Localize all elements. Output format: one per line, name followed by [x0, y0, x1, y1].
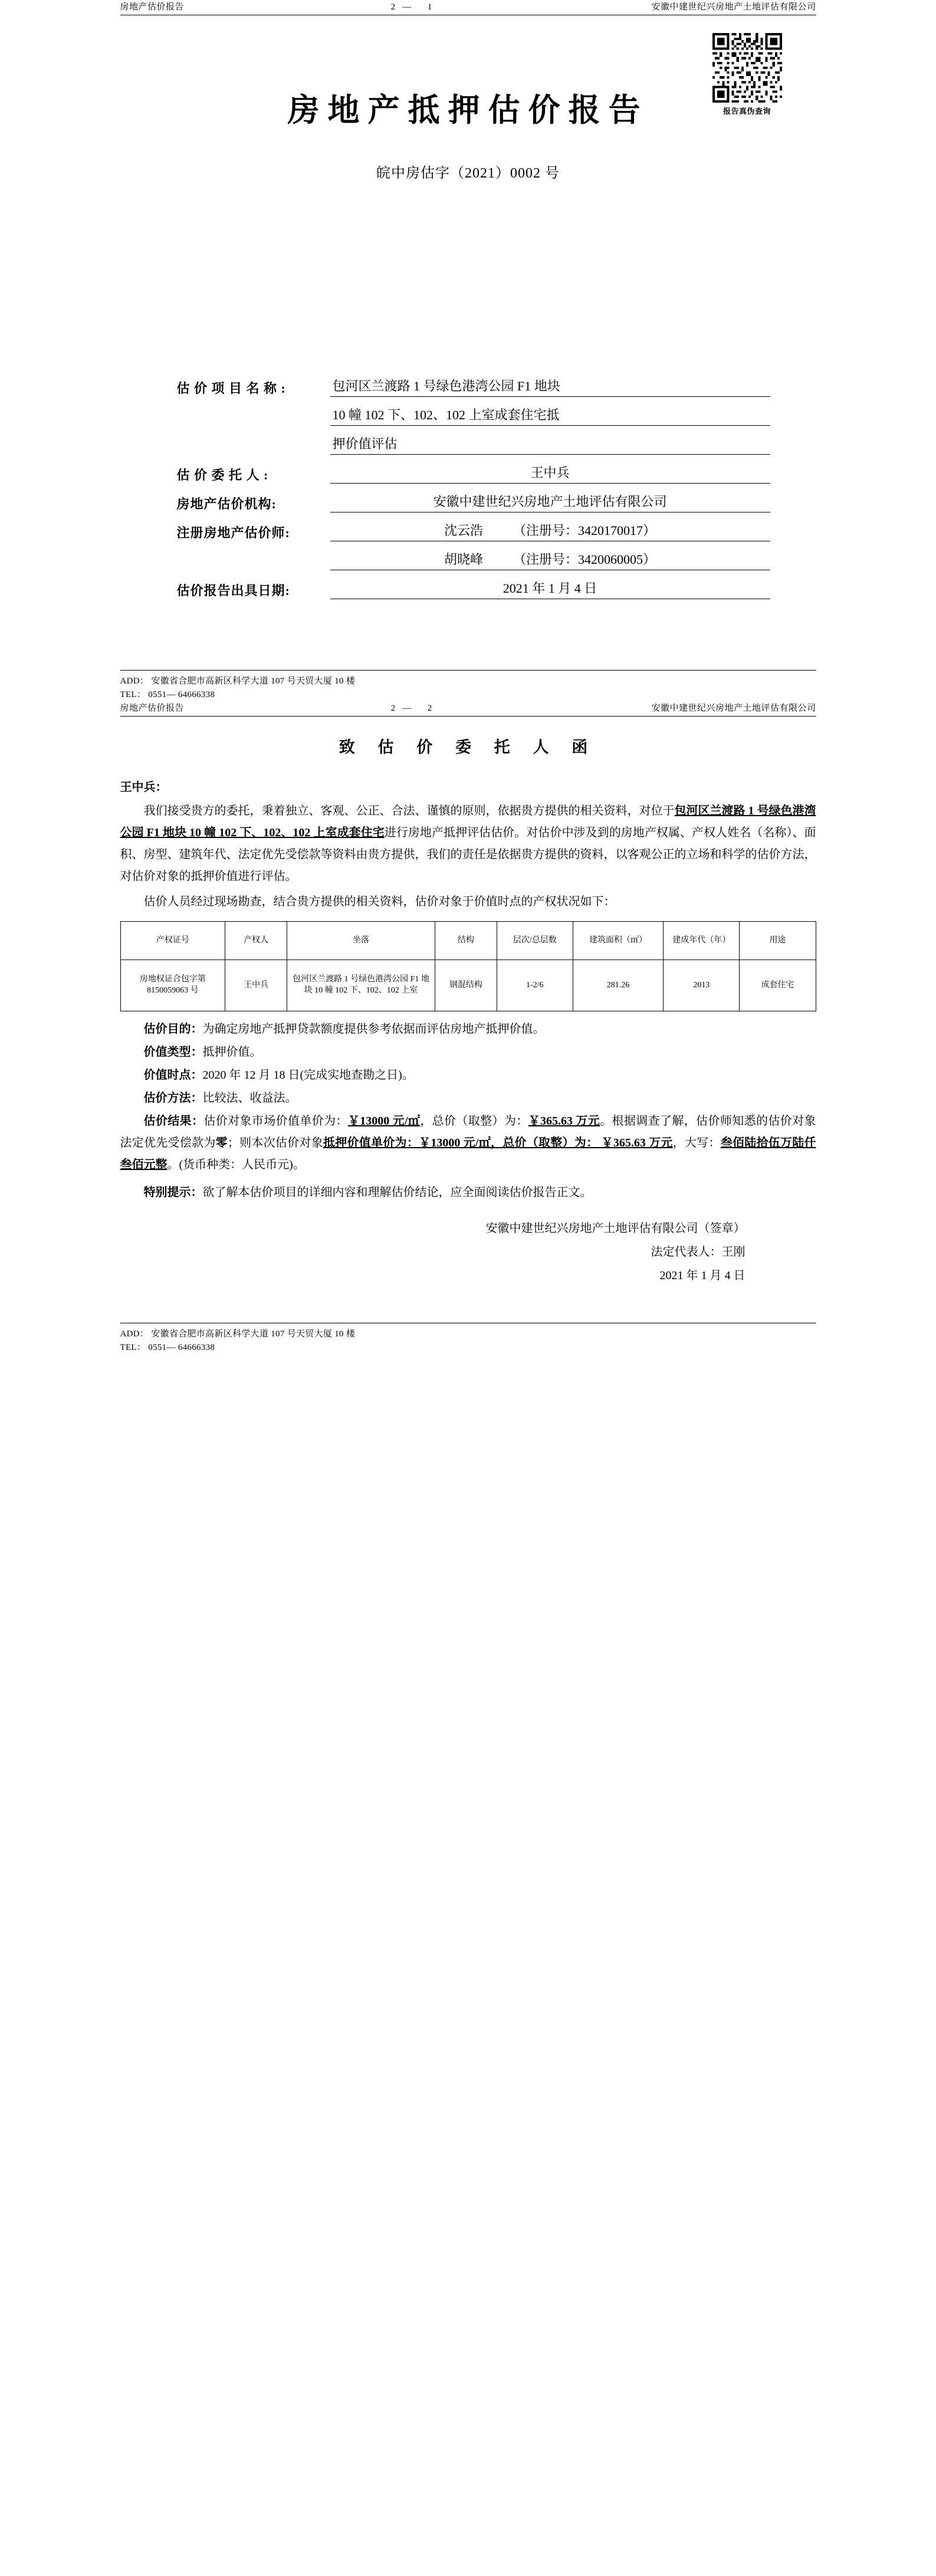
- letter-paragraph-1: [120, 800, 816, 888]
- field-client-label: 估 价 委 托 人 :: [176, 468, 269, 482]
- field-client-value: 王中兵: [330, 463, 770, 484]
- running-head-page-number: 1: [427, 2, 439, 12]
- result-mortgage-unit-price: 抵押价值单价为：￥13000 元/㎡: [323, 1136, 491, 1149]
- result-capital-amount: 叁佰陆拾伍万陆仟叁佰元整: [120, 1136, 816, 1171]
- th-owner: 产权人: [225, 922, 287, 960]
- field-appraiser-2-value: [330, 550, 770, 570]
- running-head-page: [297, 2, 533, 12]
- item-value-date-key: 价值时点：: [143, 1069, 203, 1082]
- item-notice: [120, 1182, 816, 1204]
- field-client: [177, 463, 770, 484]
- bottom-spacer: [120, 1354, 816, 1378]
- letter-p1-part-c: 进行房地产抵押评估估价。对估价中涉及到的房地产权属、产权人姓名（名称）、面积、房型、建筑年代、法定优先受偿款等资料由贵方提供，我们的责任是依据贵方提供的资料，以客观公正的立场和科学的估价方法，对估价对象的抵押价值进行评估。: [120, 826, 816, 883]
- letter-footer: [120, 1323, 816, 1354]
- appraiser-1-regno: （注册号：3420170017）: [513, 523, 656, 538]
- signature-date: 2021 年 1 月 4 日: [659, 1269, 745, 1282]
- letter-title: 致 估 价 委 托 人 函: [339, 738, 597, 756]
- appraiser-2-regno: （注册号：3420060005）: [513, 552, 656, 567]
- field-indent-spacer-2: [177, 434, 330, 455]
- qr-block: [709, 33, 786, 116]
- letter-salutation: 王中兵：: [120, 781, 168, 794]
- letter-running-head-page: [297, 704, 533, 714]
- result-part-g: ，大写：: [672, 1136, 721, 1149]
- td-location: 包河区兰渡路 1 号绿色港湾公园 F1 地块 10 幢 102 下、102、102 上室: [287, 960, 435, 1011]
- field-project-name-value-3: 押价值评估: [330, 434, 770, 455]
- field-appraiser-label: 注册房地产估价师:: [176, 525, 290, 540]
- letter-running-head-right: 安徽中建世纪兴房地产土地评估有限公司: [651, 704, 816, 713]
- signature-legal-rep: 法定代表人：王刚: [651, 1246, 745, 1259]
- page-title: 房地产抵押估价报告: [287, 93, 649, 128]
- result-part-c: 。根据调查了解，估价师知悉的估价对象法定优先受偿款为: [120, 1115, 816, 1149]
- running-head-page-prefix: 2—: [390, 2, 419, 12]
- th-year: 建成年代（年）: [664, 922, 740, 960]
- field-project-name-label: 估 价 项 目 名 称 :: [176, 381, 286, 396]
- field-appraiser-1: [177, 521, 770, 541]
- item-result: [120, 1110, 816, 1176]
- result-part-b: ，总价（取整）为：: [420, 1115, 528, 1128]
- appraiser-2-name: 胡晓峰: [444, 552, 483, 567]
- td-usage: 成套住宅: [740, 960, 816, 1011]
- field-agency: [177, 492, 770, 512]
- result-part-d: ；则本次估价对象: [227, 1136, 323, 1149]
- td-owner: 王中兵: [225, 960, 287, 1011]
- cover-footer-address: ADD： 安徽省合肥市高新区科学大道 107 号天贸大厦 10 楼: [120, 676, 356, 686]
- cover-footer: [120, 670, 816, 701]
- result-prior-claim: 零: [215, 1136, 228, 1149]
- field-issue-date: [177, 579, 770, 599]
- property-table: [120, 921, 816, 1011]
- td-year: 2013: [664, 960, 740, 1011]
- letter-page: [0, 701, 936, 1378]
- th-area: 建筑面积（㎡）: [573, 922, 663, 960]
- item-result-key: 估价结果：: [143, 1115, 204, 1128]
- field-project-name-line3: [177, 434, 770, 455]
- letter-running-head-page-prefix: 2—: [390, 704, 419, 713]
- td-floor: 1-2/6: [497, 960, 573, 1011]
- result-total-price: ￥365.63 万元: [528, 1115, 600, 1128]
- running-head-right: 安徽中建世纪兴房地产土地评估有限公司: [651, 2, 816, 12]
- field-agency-label: 房地产估价机构:: [176, 497, 277, 511]
- field-issue-date-label: 估价报告出具日期:: [176, 583, 290, 598]
- table-row: [120, 960, 816, 1011]
- letter-footer-tel: TEL： 0551— 64666338: [120, 1342, 215, 1352]
- cover-footer-tel: TEL： 0551— 64666338: [120, 689, 215, 699]
- td-structure: 钢混结构: [435, 960, 497, 1011]
- field-appraiser-2: [177, 550, 770, 570]
- letter-p1-part-a: 我们接受贵方的委托，秉着独立、客观、公正、合法、谨慎的原则，依据贵方提供的相关资料，对位于: [143, 804, 675, 817]
- th-usage: 用途: [740, 922, 816, 960]
- th-structure: 结构: [435, 922, 497, 960]
- item-purpose-key: 估价目的：: [143, 1023, 203, 1036]
- letter-running-head-left: 房地产估价报告: [120, 704, 185, 713]
- signature-company: 安徽中建世纪兴房地产土地评估有限公司（签章）: [485, 1222, 745, 1235]
- result-part-a: 估价对象市场价值单价为：: [203, 1115, 348, 1128]
- item-purpose: [120, 1018, 816, 1040]
- field-issue-date-value: 2021 年 1 月 4 日: [330, 579, 770, 599]
- field-indent-spacer: [177, 405, 330, 426]
- signature-block: [120, 1217, 816, 1287]
- item-notice-key: 特别提示：: [143, 1186, 203, 1199]
- item-value-date-value: 2020 年 12 月 18 日(完成实地查勘之日)。: [202, 1069, 414, 1082]
- result-unit-price: ￥13000 元/㎡: [347, 1115, 421, 1128]
- table-header-row: [120, 922, 816, 960]
- field-indent-spacer-3: [177, 550, 330, 570]
- cover-running-head: [120, 0, 816, 15]
- th-cert-no: 产权证号: [120, 922, 225, 960]
- th-floor: 层次/总层数: [497, 922, 573, 960]
- letter-footer-address: ADD： 安徽省合肥市高新区科学大道 107 号天贸大厦 10 楼: [120, 1329, 356, 1339]
- running-head-left: 房地产估价报告: [120, 2, 185, 12]
- cover-fields: [177, 376, 770, 599]
- report-number: 皖中房估字（2021）0002 号: [376, 166, 560, 181]
- item-value-type: [120, 1041, 816, 1063]
- td-area: 281.26: [573, 960, 663, 1011]
- cover-spacer: [120, 182, 816, 376]
- item-method: [120, 1087, 816, 1109]
- field-appraiser-1-value: [330, 521, 770, 541]
- td-cert-no: 房地权证合包字第 8150059063 号: [120, 960, 225, 1011]
- field-project-name-line2: [177, 405, 770, 426]
- letter-p1-property: 包河区兰渡路 1 号绿色港湾公园 F1 地块 10 幢 102 下、102、102 上室成套住宅: [120, 804, 816, 839]
- item-value-type-value: 抵押价值。: [202, 1046, 262, 1059]
- item-value-type-key: 价值类型：: [143, 1046, 203, 1059]
- letter-paragraph-2: 估价人员经过现场勘查，结合贵方提供的相关资料，估价对象于价值时点的产权状况如下：: [143, 895, 616, 908]
- field-project-name-value: 包河区兰渡路 1 号绿色港湾公园 F1 地块: [330, 376, 770, 397]
- item-method-value: 比较法、收益法。: [202, 1092, 297, 1105]
- th-location: 坐落: [287, 922, 435, 960]
- qr-caption: 报告真伪查询: [722, 107, 771, 116]
- appraiser-1-name: 沈云浩: [444, 523, 483, 538]
- item-notice-value: 欲了解本估价项目的详细内容和理解估价结论，应全面阅读估价报告正文。: [202, 1186, 592, 1199]
- letter-running-head: [120, 701, 816, 717]
- field-agency-value: 安徽中建世纪兴房地产土地评估有限公司: [330, 492, 770, 512]
- cover-page: [0, 0, 936, 701]
- result-part-h: 。(货币种类：人民币元)。: [167, 1158, 305, 1171]
- qr-code-icon: [712, 33, 782, 103]
- field-project-name: [177, 376, 770, 397]
- letter-running-head-page-number: 2: [427, 704, 439, 713]
- item-purpose-value: 为确定房地产抵押贷款额度提供参考依据而评估房地产抵押价值。: [202, 1023, 545, 1036]
- item-method-key: 估价方法：: [143, 1092, 203, 1105]
- field-project-name-value-2: 10 幢 102 下、102、102 上室成套住宅抵: [330, 405, 770, 426]
- item-value-date: [120, 1064, 816, 1086]
- result-mortgage-total-price: ，总价（取整）为： ￥365.63 万元: [490, 1136, 673, 1149]
